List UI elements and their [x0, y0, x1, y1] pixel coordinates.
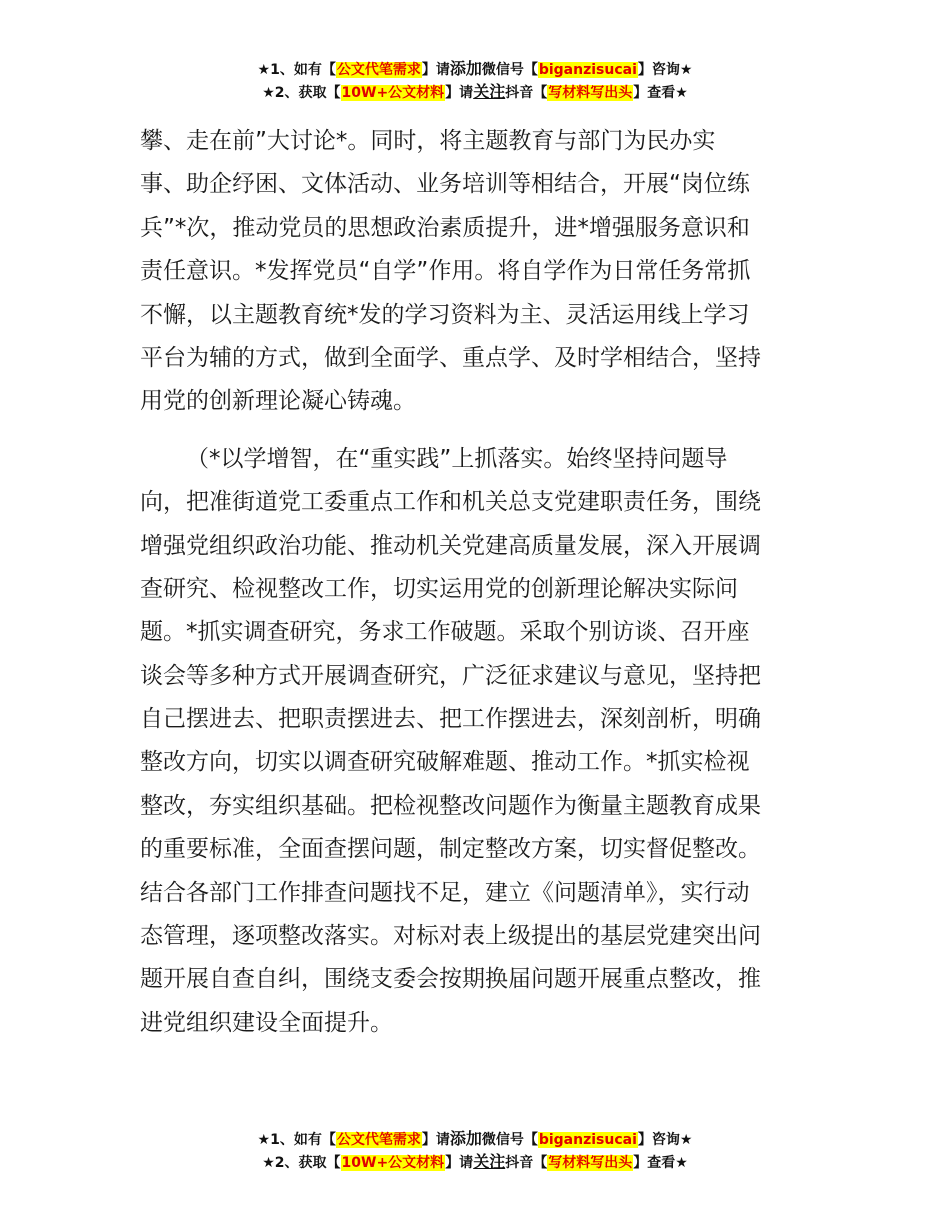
banner-text: ★2、获取【 [262, 85, 341, 101]
banner-text: 】查看★ [633, 1155, 688, 1171]
text-line: 整改，夯实组织基础。把检视整改问题作为衡量主题教育成果 [140, 792, 761, 819]
text-line: 谈会等多种方式开展调查研究，广泛征求建议与意见，坚持把 [140, 662, 761, 689]
text-line: 查研究、检视整改工作，切实运用党的创新理论解决实际问 [140, 575, 738, 602]
highlight-ghostwriting: 公文代笔需求 [336, 1132, 421, 1148]
banner-text: 】请 [445, 1155, 474, 1171]
footer-banner [0, 1128, 950, 1174]
banner-text: ★1、如有 [257, 1132, 322, 1148]
banner-text: 】请 [421, 62, 450, 78]
text-line: 态管理，逐项整改落实。对标对表上级提出的基层党建突出问 [140, 923, 761, 950]
banner-text: 】咨询★ [637, 1132, 693, 1148]
text-line: 结合各部门工作排查问题找不足，建立《问题清单》，实行动 [140, 879, 750, 906]
header-banner [0, 58, 950, 104]
paragraph-2 [140, 438, 812, 1045]
banner-text: 】查看★ [633, 85, 688, 101]
text-line: 整改方向，切实以调查研究破解难题、推动工作。*抓实检视 [140, 749, 750, 776]
banner-emphasis: 添加 [449, 1129, 482, 1148]
highlight-douyin: 写材料写出头 [548, 1155, 633, 1171]
banner-text: 抖音【 [505, 85, 548, 101]
text-line: 向，把准街道党工委重点工作和机关总支党建职责任务，围绕 [140, 489, 761, 516]
banner-line-1 [0, 1128, 950, 1151]
banner-text: 微信号【 [481, 1132, 538, 1148]
document-body [140, 120, 812, 1045]
banner-text: ★2、获取【 [262, 1155, 341, 1171]
highlight-ghostwriting: 公文代笔需求 [336, 62, 421, 78]
banner-text: 】咨询★ [637, 62, 693, 78]
text-line: 兵”*次，推动党员的思想政治素质提升，进*增强服务意识和 [140, 214, 750, 241]
banner-text: ★1、如有 [257, 62, 322, 78]
text-line: （*以学增智，在“重实践”上抓落实。始终坚持问题导 [186, 445, 728, 472]
banner-emphasis: 添加 [449, 59, 482, 78]
banner-bracket: 【 [321, 1132, 336, 1148]
text-line: 自己摆进去、把职责摆进去、把工作摆进去，深刻剖析，明确 [140, 706, 761, 733]
banner-line-2 [0, 1151, 950, 1174]
text-line: 攀、走在前”大讨论*。同时，将主题教育与部门为民办实 [140, 128, 716, 154]
banner-line-2 [0, 81, 950, 104]
highlight-douyin: 写材料写出头 [548, 85, 633, 101]
highlight-materials: 10W+公文材料 [341, 1155, 445, 1171]
banner-line-1 [0, 58, 950, 81]
banner-text: 抖音【 [505, 1155, 548, 1171]
text-line: 题。*抓实调查研究，务求工作破题。采取个别访谈、召开座 [140, 619, 750, 646]
banner-text: 微信号【 [481, 62, 538, 78]
highlight-materials: 10W+公文材料 [341, 85, 445, 101]
text-line: 进党组织建设全面提升。 [140, 1009, 393, 1036]
text-line: 用党的创新理论凝心铸魂。 [140, 388, 416, 415]
text-line: 的重要标准，全面查摆问题，制定整改方案，切实督促整改。 [140, 836, 761, 863]
highlight-wechat-id: biganzisucai [538, 62, 637, 78]
text-line: 事、助企纾困、文体活动、业务培训等相结合，开展“岗位练 [140, 171, 750, 198]
text-line: 平台为辅的方式，做到全面学、重点学、及时学相结合，坚持 [140, 344, 761, 371]
highlight-wechat-id: biganzisucai [538, 1132, 637, 1148]
banner-text: 】请 [421, 1132, 450, 1148]
text-line: 责任意识。*发挥党员“自学”作用。将自学作为日常任务常抓 [140, 258, 751, 285]
text-line: 不懈，以主题教育统*发的学习资料为主、灵活运用线上学习 [140, 301, 750, 328]
banner-emphasis-follow: 关注 [473, 82, 506, 101]
banner-text: 】请 [445, 85, 474, 101]
text-line: 增强党组织政治功能、推动机关党建高质量发展，深入开展调 [140, 532, 761, 559]
text-line: 题开展自查自纠，围绕支委会按期换届问题开展重点整改，推 [140, 966, 761, 993]
paragraph-1 [140, 120, 812, 424]
banner-bracket: 【 [321, 62, 336, 78]
banner-emphasis-follow: 关注 [473, 1152, 506, 1171]
